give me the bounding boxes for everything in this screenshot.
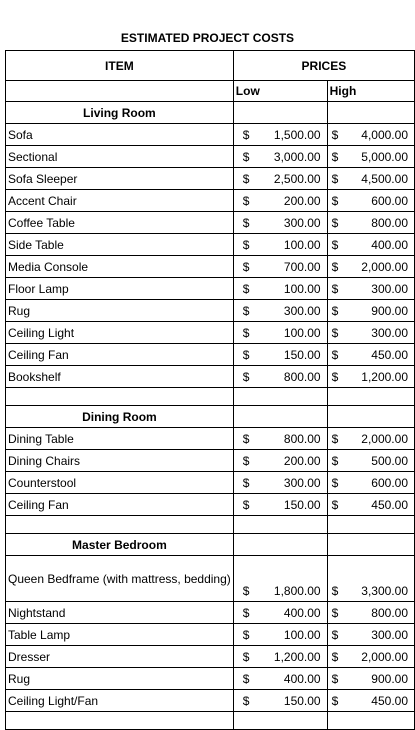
low-price: 100.00	[283, 627, 321, 642]
high-price-cell	[327, 190, 414, 212]
high-price: 450.00	[371, 347, 408, 362]
price-value	[236, 348, 325, 362]
low-price-cell	[233, 212, 327, 234]
price-value	[236, 194, 325, 208]
table-row	[6, 278, 415, 300]
item-name: Floor Lamp	[6, 278, 234, 300]
low-price-cell	[233, 428, 327, 450]
price-value	[236, 432, 325, 446]
section-row	[6, 102, 415, 124]
table-row	[6, 168, 415, 190]
table-row	[6, 450, 415, 472]
low-price-cell	[233, 234, 327, 256]
item-name: Ceiling Fan	[6, 494, 234, 516]
low-price-cell	[233, 146, 327, 168]
currency-symbol: $	[331, 584, 339, 598]
item-name: Counterstool	[6, 472, 234, 494]
cost-table	[5, 50, 415, 730]
subheader-blank	[6, 81, 234, 102]
high-price: 300.00	[371, 281, 408, 296]
low-price-cell	[233, 344, 327, 366]
item-name: Rug	[6, 668, 234, 690]
table-row	[6, 668, 415, 690]
price-value	[330, 606, 412, 620]
currency-symbol: $	[242, 453, 250, 468]
table-row	[6, 256, 415, 278]
low-price: 800.00	[283, 431, 321, 446]
item-name: Ceiling Light	[6, 322, 234, 344]
currency-symbol: $	[331, 259, 339, 274]
price-value	[236, 304, 325, 318]
item-name: Dresser	[6, 646, 234, 668]
high-price-cell	[327, 366, 414, 388]
section-blank-low	[233, 406, 327, 428]
high-price: 2,000.00	[361, 649, 408, 664]
item-header: ITEM	[6, 51, 234, 81]
currency-symbol: $	[242, 347, 250, 362]
section-row	[6, 534, 415, 556]
item-name: Coffee Table	[6, 212, 234, 234]
low-price-cell	[233, 300, 327, 322]
low-price: 150.00	[283, 693, 321, 708]
low-header: Low	[233, 81, 327, 102]
currency-symbol: $	[331, 149, 339, 164]
high-price: 900.00	[371, 303, 408, 318]
price-value	[330, 348, 412, 362]
table-row	[6, 690, 415, 712]
low-price-cell	[233, 278, 327, 300]
low-price: 150.00	[283, 347, 321, 362]
currency-symbol: $	[331, 171, 339, 186]
high-price: 2,000.00	[361, 259, 408, 274]
high-header: High	[327, 81, 414, 102]
subheader-row	[6, 81, 415, 102]
low-price-cell	[233, 472, 327, 494]
price-value	[330, 694, 412, 708]
currency-symbol: $	[331, 497, 339, 512]
currency-symbol: $	[242, 259, 250, 274]
currency-symbol: $	[242, 171, 250, 186]
table-row	[6, 190, 415, 212]
low-price: 300.00	[283, 215, 321, 230]
price-value	[330, 672, 412, 686]
currency-symbol: $	[242, 215, 250, 230]
currency-symbol: $	[331, 693, 339, 708]
low-price: 2,500.00	[273, 171, 321, 186]
table-row	[6, 146, 415, 168]
item-name: Ceiling Fan	[6, 344, 234, 366]
table-row	[6, 624, 415, 646]
price-value	[330, 584, 412, 598]
item-name: Sofa	[6, 124, 234, 146]
high-price: 300.00	[371, 627, 408, 642]
price-value	[330, 260, 412, 274]
high-price: 2,000.00	[361, 431, 408, 446]
currency-symbol: $	[242, 605, 250, 620]
price-value	[330, 454, 412, 468]
price-value	[236, 694, 325, 708]
price-value	[236, 128, 325, 142]
low-price: 800.00	[283, 369, 321, 384]
price-value	[330, 498, 412, 512]
high-price-cell	[327, 344, 414, 366]
currency-symbol: $	[242, 281, 250, 296]
high-price: 400.00	[371, 237, 408, 252]
high-price-cell	[327, 234, 414, 256]
high-price-cell	[327, 494, 414, 516]
price-value	[330, 216, 412, 230]
spacer-cell	[233, 388, 327, 406]
high-price: 500.00	[371, 453, 408, 468]
high-price: 3,300.00	[361, 584, 408, 598]
price-value	[330, 238, 412, 252]
high-price: 5,000.00	[361, 149, 408, 164]
currency-symbol: $	[331, 193, 339, 208]
currency-symbol: $	[242, 303, 250, 318]
price-value	[236, 650, 325, 664]
high-price-cell	[327, 300, 414, 322]
price-value	[330, 304, 412, 318]
high-price-cell	[327, 646, 414, 668]
high-price-cell	[327, 212, 414, 234]
currency-symbol: $	[242, 149, 250, 164]
currency-symbol: $	[242, 649, 250, 664]
high-price-cell	[327, 168, 414, 190]
header-row	[6, 51, 415, 81]
low-price-cell	[233, 690, 327, 712]
low-price-cell	[233, 190, 327, 212]
spacer-row	[6, 516, 415, 534]
price-value	[236, 282, 325, 296]
sheet-title: ESTIMATED PROJECT COSTS	[120, 31, 295, 45]
currency-symbol: $	[242, 369, 250, 384]
price-value	[236, 672, 325, 686]
currency-symbol: $	[331, 453, 339, 468]
section-blank-high	[327, 534, 414, 556]
item-name: Dining Table	[6, 428, 234, 450]
low-price: 100.00	[283, 281, 321, 296]
section-title: Living Room	[6, 102, 234, 124]
low-price: 1,200.00	[273, 649, 321, 664]
currency-symbol: $	[242, 475, 250, 490]
table-row	[6, 494, 415, 516]
item-name: Bookshelf	[6, 366, 234, 388]
currency-symbol: $	[331, 671, 339, 686]
table-row	[6, 300, 415, 322]
table-row	[6, 472, 415, 494]
price-value	[330, 476, 412, 490]
low-price: 200.00	[283, 453, 321, 468]
price-value	[236, 606, 325, 620]
high-price: 800.00	[371, 605, 408, 620]
currency-symbol: $	[331, 127, 339, 142]
high-price: 300.00	[371, 325, 408, 340]
item-name: Sectional	[6, 146, 234, 168]
item-name: Table Lamp	[6, 624, 234, 646]
currency-symbol: $	[331, 649, 339, 664]
high-price-cell	[327, 624, 414, 646]
high-price-cell	[327, 146, 414, 168]
currency-symbol: $	[242, 497, 250, 512]
high-price-cell	[327, 690, 414, 712]
price-value	[236, 172, 325, 186]
table-row	[6, 234, 415, 256]
low-price: 400.00	[283, 605, 321, 620]
currency-symbol: $	[331, 325, 339, 340]
section-row	[6, 406, 415, 428]
low-price: 100.00	[283, 237, 321, 252]
currency-symbol: $	[242, 584, 250, 598]
low-price: 300.00	[283, 475, 321, 490]
spacer-cell	[327, 516, 414, 534]
high-price: 450.00	[371, 497, 408, 512]
high-price-cell	[327, 278, 414, 300]
item-name: Sofa Sleeper	[6, 168, 234, 190]
table-row	[6, 212, 415, 234]
price-value	[236, 326, 325, 340]
low-price: 3,000.00	[273, 149, 321, 164]
section-blank-high	[327, 406, 414, 428]
currency-symbol: $	[331, 303, 339, 318]
section-blank-low	[233, 534, 327, 556]
low-price-cell	[233, 494, 327, 516]
item-name: Ceiling Light/Fan	[6, 690, 234, 712]
low-price: 1,800.00	[273, 584, 321, 598]
spacer-cell	[233, 712, 327, 730]
low-price-cell	[233, 322, 327, 344]
table-row	[6, 344, 415, 366]
low-price: 150.00	[283, 497, 321, 512]
currency-symbol: $	[242, 193, 250, 208]
price-value	[330, 150, 412, 164]
price-value	[330, 194, 412, 208]
item-name: Accent Chair	[6, 190, 234, 212]
table-row	[6, 602, 415, 624]
spacer-cell	[233, 516, 327, 534]
low-price: 300.00	[283, 303, 321, 318]
low-price-cell	[233, 124, 327, 146]
price-value	[330, 628, 412, 642]
high-price-cell	[327, 256, 414, 278]
high-price: 600.00	[371, 193, 408, 208]
high-price-cell	[327, 556, 414, 602]
price-value	[236, 370, 325, 384]
currency-symbol: $	[331, 369, 339, 384]
table-row	[6, 124, 415, 146]
currency-symbol: $	[331, 605, 339, 620]
item-name: Side Table	[6, 234, 234, 256]
high-price: 900.00	[371, 671, 408, 686]
prices-header: PRICES	[233, 51, 414, 81]
currency-symbol: $	[242, 325, 250, 340]
table-row	[6, 428, 415, 450]
item-name: Queen Bedframe (with mattress, bedding)	[6, 556, 234, 602]
price-value	[330, 172, 412, 186]
low-price: 700.00	[283, 259, 321, 274]
price-value	[330, 370, 412, 384]
item-name: Dining Chairs	[6, 450, 234, 472]
high-price-cell	[327, 450, 414, 472]
currency-symbol: $	[331, 281, 339, 296]
low-price-cell	[233, 624, 327, 646]
price-value	[236, 150, 325, 164]
currency-symbol: $	[242, 693, 250, 708]
low-price-cell	[233, 366, 327, 388]
currency-symbol: $	[242, 627, 250, 642]
spacer-row	[6, 712, 415, 730]
section-title: Dining Room	[6, 406, 234, 428]
low-price-cell	[233, 168, 327, 190]
price-value	[330, 650, 412, 664]
low-price-cell	[233, 556, 327, 602]
high-price-cell	[327, 322, 414, 344]
table-row	[6, 646, 415, 668]
price-value	[236, 628, 325, 642]
item-name: Rug	[6, 300, 234, 322]
high-price-cell	[327, 668, 414, 690]
low-price-cell	[233, 668, 327, 690]
high-price: 4,000.00	[361, 127, 408, 142]
currency-symbol: $	[331, 347, 339, 362]
table-row	[6, 366, 415, 388]
high-price-cell	[327, 428, 414, 450]
spacer-cell	[6, 516, 234, 534]
low-price: 200.00	[283, 193, 321, 208]
section-blank-high	[327, 102, 414, 124]
table-row	[6, 322, 415, 344]
price-value	[330, 282, 412, 296]
currency-symbol: $	[331, 237, 339, 252]
price-value	[330, 128, 412, 142]
item-name: Media Console	[6, 256, 234, 278]
currency-symbol: $	[242, 431, 250, 446]
spacer-cell	[327, 712, 414, 730]
spacer-cell	[6, 712, 234, 730]
price-value	[236, 238, 325, 252]
low-price: 400.00	[283, 671, 321, 686]
spacer-cell	[327, 388, 414, 406]
section-blank-low	[233, 102, 327, 124]
currency-symbol: $	[331, 475, 339, 490]
high-price-cell	[327, 124, 414, 146]
currency-symbol: $	[242, 237, 250, 252]
price-value	[236, 476, 325, 490]
table-row	[6, 556, 415, 602]
high-price: 800.00	[371, 215, 408, 230]
high-price: 600.00	[371, 475, 408, 490]
high-price-cell	[327, 472, 414, 494]
price-value	[330, 432, 412, 446]
price-value	[236, 216, 325, 230]
item-name: Nightstand	[6, 602, 234, 624]
spacer-cell	[6, 388, 234, 406]
currency-symbol: $	[331, 215, 339, 230]
price-value	[236, 498, 325, 512]
price-value	[236, 260, 325, 274]
low-price-cell	[233, 646, 327, 668]
low-price-cell	[233, 256, 327, 278]
currency-symbol: $	[242, 127, 250, 142]
spacer-row	[6, 388, 415, 406]
high-price: 1,200.00	[361, 369, 408, 384]
price-value	[236, 584, 325, 598]
high-price: 4,500.00	[361, 171, 408, 186]
currency-symbol: $	[242, 671, 250, 686]
currency-symbol: $	[331, 431, 339, 446]
low-price: 1,500.00	[273, 127, 321, 142]
currency-symbol: $	[331, 627, 339, 642]
price-value	[330, 326, 412, 340]
low-price-cell	[233, 602, 327, 624]
low-price-cell	[233, 450, 327, 472]
price-value	[236, 454, 325, 468]
section-title: Master Bedroom	[6, 534, 234, 556]
high-price-cell	[327, 602, 414, 624]
low-price: 100.00	[283, 325, 321, 340]
high-price: 450.00	[371, 693, 408, 708]
